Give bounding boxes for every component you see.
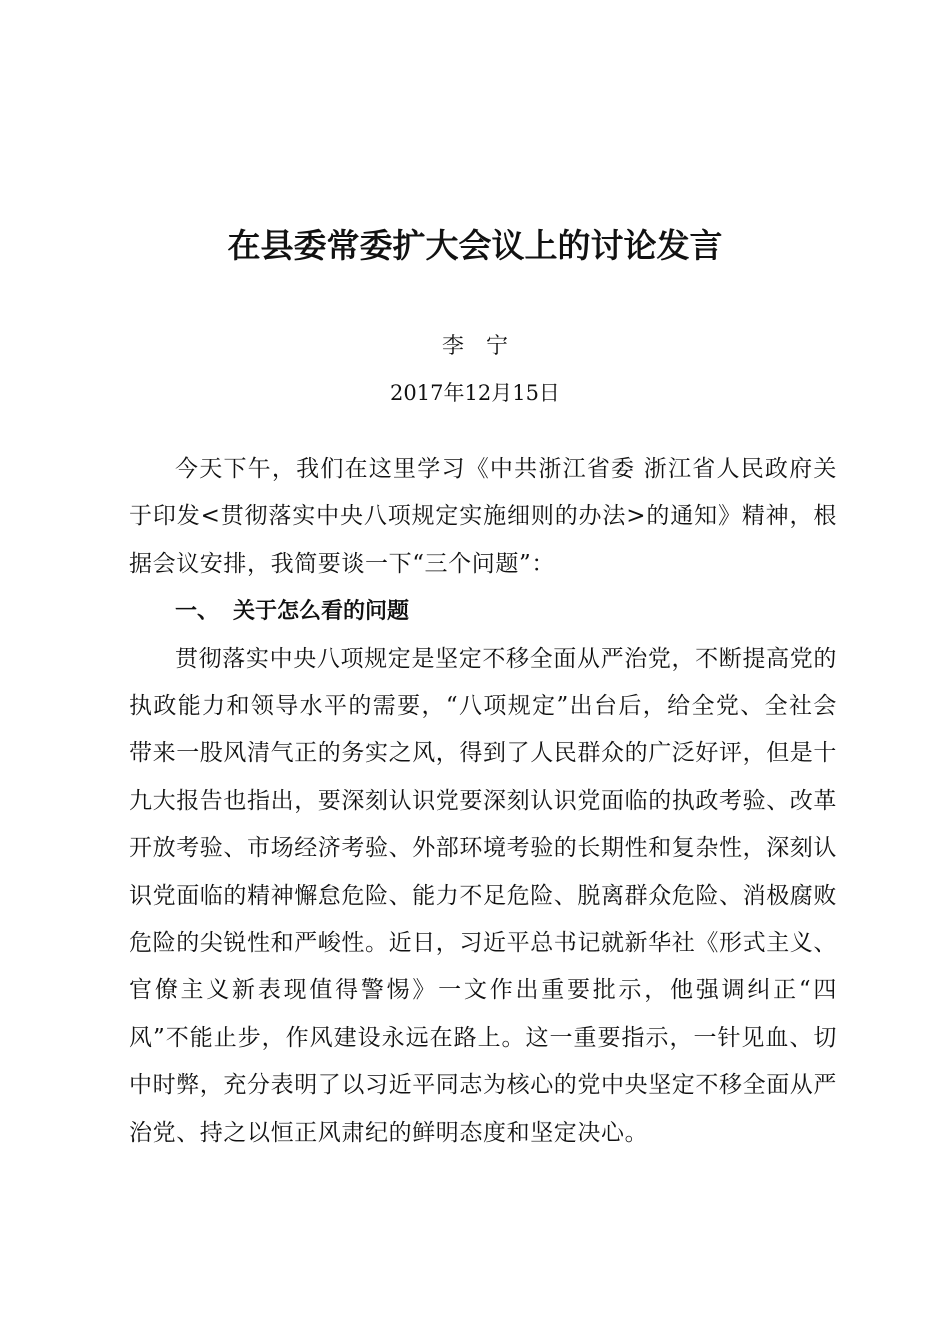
section-paragraph: 贯彻落实中央八项规定是坚定不移全面从严治党，不断提高党的执政能力和领导水平的需要，“八项规定”出台后，给全党、全社会带来一股风清气正的务实之风，得到了人民群众的广泛好评，但是十九大报告也指出，要深刻认识党要深刻认识党面临的执政考验、改革开放考验、市场经济考验、外部环境考验的长期性和复杂性，深刻认识党面临的精神懈怠危险、能力不足危险、脱离群众危险、消极腐败危险的尖锐性和严峻性。近日，习近平总书记就新华社《形式主义、官僚主义新表现值得警惕》一文作出重要批示，他强调纠正“四风”不能止步，作风建设永远在路上。这一重要指示，一针见血、切中时弊，充分表明了以习近平同志为核心的党中央坚定不移全面从严治党、持之以恒正风肃纪的鲜明态度和坚定决心。	[129, 645, 837, 1146]
document-title: 在县委常委扩大会议上的讨论发言	[227, 226, 723, 265]
author-surname: 李	[441, 334, 464, 359]
author-name	[0, 330, 950, 364]
intro-paragraph: 今天下午，我们在这里学习《中共浙江省委 浙江省人民政府关于印发<贯彻落实中央八项规定实施细则的办法>的通知》精神，根据会议安排，我简要谈一下“三个问题”：	[129, 456, 837, 577]
section-heading	[129, 588, 837, 635]
author-given-name: 宁	[486, 334, 509, 359]
section-number: 一、	[175, 599, 220, 625]
document-body	[129, 446, 837, 1157]
document-date: 2017年12月15日	[390, 381, 560, 405]
section-heading-text: 关于怎么看的问题	[233, 599, 410, 625]
